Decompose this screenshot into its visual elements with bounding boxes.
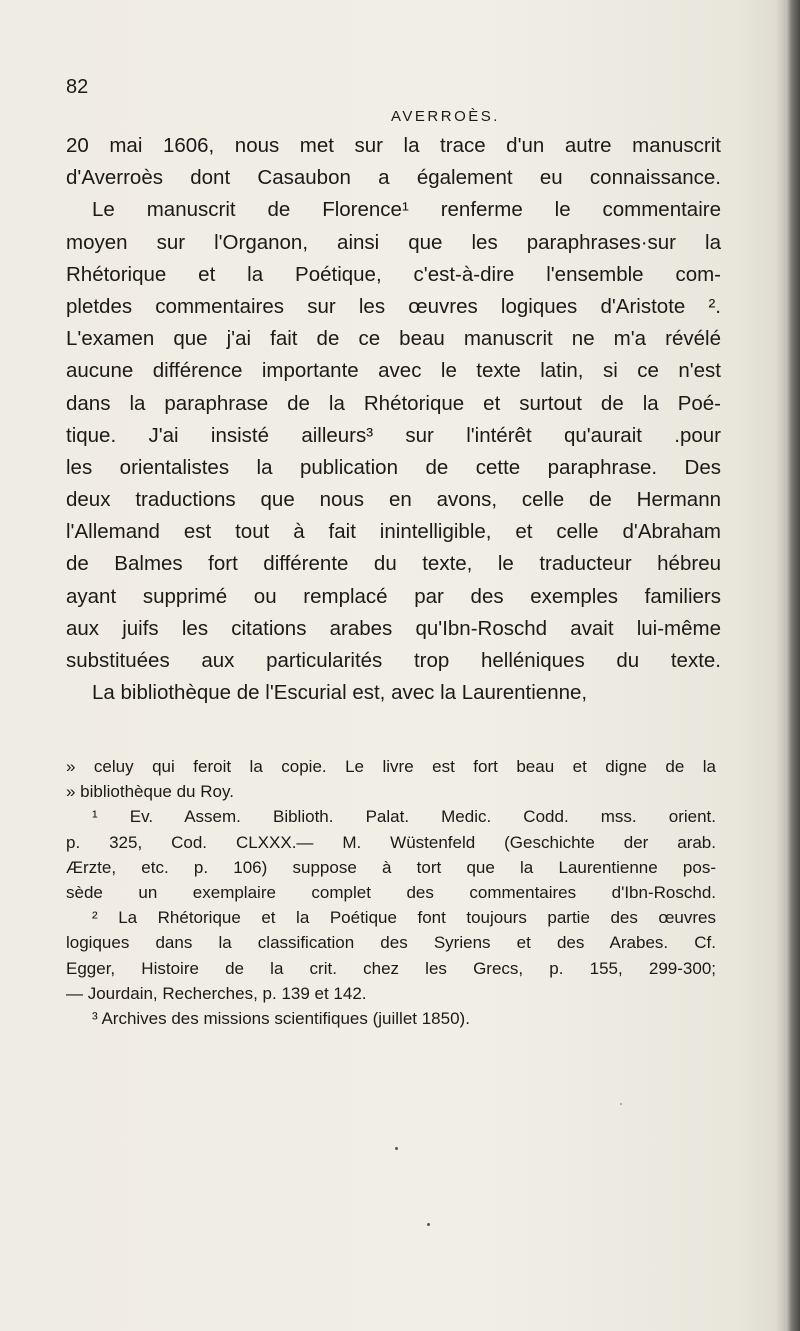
footnote-line: p. 325, Cod. CLXXX.— M. Wüstenfeld (Geschichte der arab. — [66, 832, 716, 852]
text-line: L'examen que j'ai fait de ce beau manuscrit ne m'a révélé — [66, 327, 721, 351]
footnote-line: ² La Rhétorique et la Poétique font toujours partie des œuvres — [92, 908, 716, 928]
footnotes — [66, 754, 716, 1031]
text-line: La bibliothèque de l'Escurial est, avec la Laurentienne, — [92, 681, 588, 705]
footnote-line: logiques dans la classification des Syriens et des Arabes. Cf. — [66, 933, 716, 953]
text-line: de Balmes fort différente du texte, le traducteur hébreu — [66, 552, 721, 576]
text-line: 20 mai 1606, nous met sur la trace d'un autre manuscrit — [66, 134, 721, 157]
footnote-line: Ærzte, etc. p. 106) suppose à tort que la Laurentienne pos- — [66, 857, 716, 877]
text-line: l'Allemand est tout à fait inintelligible, et celle d'Abraham — [66, 520, 721, 544]
text-line: tique. J'ai insisté ailleurs³ sur l'intérêt qu'aurait .pour — [66, 423, 721, 447]
text-line: aux juifs les citations arabes qu'Ibn-Roschd avait lui-même — [66, 616, 721, 640]
paper-speck — [427, 1223, 430, 1226]
text-line: aucune différence importante avec le texte latin, si ce n'est — [66, 359, 721, 383]
running-head: AVERROÈS. — [391, 108, 500, 125]
text-line: ayant supprimé ou remplacé par des exemples familiers — [66, 584, 721, 608]
footnote-line: » celuy qui feroit la copie. Le livre est fort beau et digne de la — [66, 757, 716, 776]
text-line: moyen sur l'Organon, ainsi que les paraphrases·sur la — [66, 230, 721, 254]
footnote-line: ³ Archives des missions scientifiques (juillet 1850). — [92, 1008, 470, 1028]
text-line: deux traductions que nous en avons, celle de Hermann — [66, 488, 721, 512]
footnote-line: — Jourdain, Recherches, p. 139 et 142. — [66, 983, 367, 1003]
paper-speck — [395, 1147, 398, 1150]
text-line: Le manuscrit de Florence¹ renferme le commentaire — [92, 198, 721, 222]
text-line: dans la paraphrase de la Rhétorique et surtout de la Poé- — [66, 391, 721, 415]
footnote-line: Egger, Histoire de la crit. chez les Grecs, p. 155, 299-300; — [66, 958, 716, 978]
footnote-line: sède un exemplaire complet des commentaires d'Ibn-Roschd. — [66, 882, 716, 902]
text-line: pletdes commentaires sur les œuvres logiques d'Aristote ². — [66, 294, 721, 318]
page-edge — [786, 0, 800, 1331]
footnote-line: ¹ Ev. Assem. Biblioth. Palat. Medic. Codd. mss. orient. — [92, 807, 716, 827]
footnote-line: » bibliothèque du Roy. — [66, 782, 234, 802]
text-line: d'Averroès dont Casaubon a également eu connaissance. — [66, 166, 721, 190]
paper-speck — [620, 1103, 622, 1105]
main-text — [66, 130, 721, 709]
text-line: les orientalistes la publication de cette paraphrase. Des — [66, 455, 721, 479]
page-number: 82 — [66, 76, 89, 98]
page-header — [66, 76, 706, 125]
page-gutter-shadow — [776, 0, 786, 1331]
text-line: substituées aux particularités trop helléniques du texte. — [66, 649, 721, 672]
text-line: Rhétorique et la Poétique, c'est-à-dire l'ensemble com- — [66, 262, 721, 286]
